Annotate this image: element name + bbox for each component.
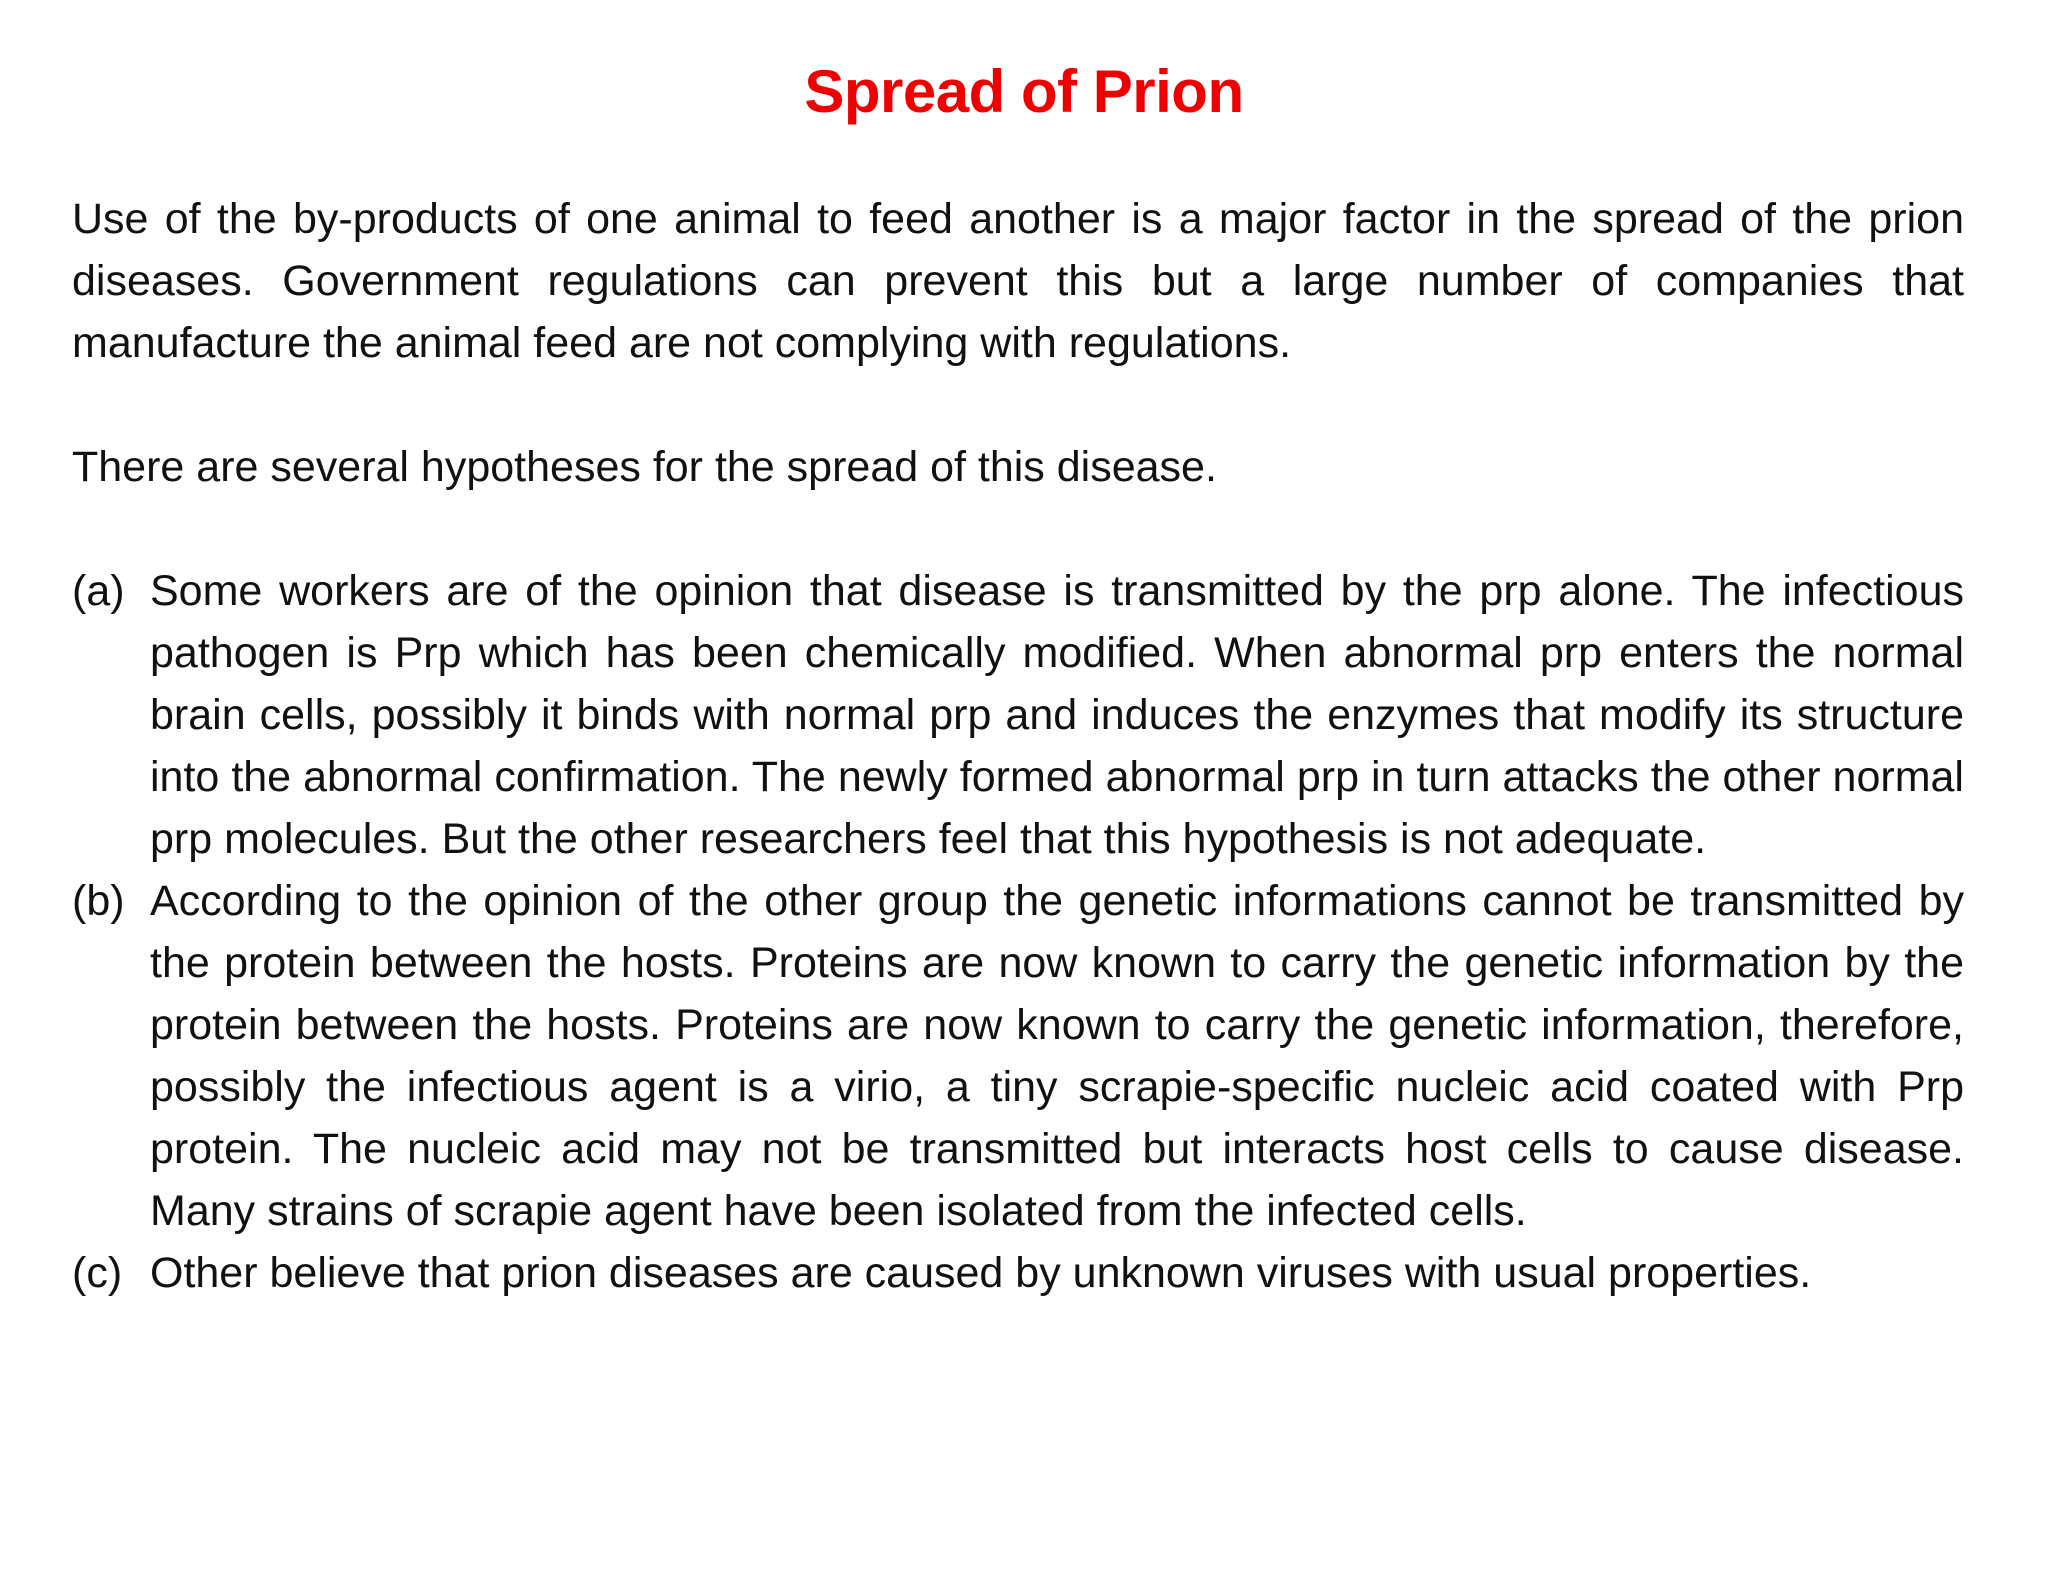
- list-text: According to the opinion of the other group the genetic informations cannot be transmitted by the protein between the hosts. Proteins are now known to carry the genetic information by the protein between the hosts. Proteins are now known to carry the genetic information, therefore, possibly the infectious agent is a virio, a tiny scrapie-specific nucleic acid coated with Prp protein. The nucleic acid may not be transmitted but interacts host cells to cause disease. Many strains of scrapie agent have been isolated from the infected cells.: [150, 877, 1964, 1235]
- list-text: Other believe that prion diseases are caused by unknown viruses with usual properties.: [150, 1249, 1812, 1297]
- slide-title: Spread of Prion: [804, 58, 1244, 125]
- hypothesis-a: [72, 560, 1964, 870]
- hypotheses-list: [72, 560, 1964, 1304]
- hypothesis-c: [72, 1242, 1964, 1304]
- list-text: Some workers are of the opinion that disease is transmitted by the prp alone. The infectious pathogen is Prp which has been chemically modified. When abnormal prp enters the normal brain cells, possibly it binds with normal prp and induces the enzymes that modify its structure into the abnormal confirmation. The newly formed abnormal prp in turn attacks the other normal prp molecules. But the other researchers feel that this hypothesis is not adequate.: [150, 567, 1964, 863]
- list-label: (a): [72, 567, 125, 615]
- slide-body: [72, 188, 1964, 1304]
- list-label: (c): [72, 1249, 123, 1297]
- list-label: (b): [72, 877, 125, 925]
- paragraph-spacer: [72, 374, 1964, 436]
- hypotheses-intro: There are several hypotheses for the spread of this disease.: [72, 443, 1217, 491]
- hypothesis-b: [72, 870, 1964, 1242]
- intro-paragraph: Use of the by-products of one animal to feed another is a major factor in the spread of the prion diseases. Government regulations can prevent this but a large number of companies that manufacture the animal feed are not complying with regulations.: [72, 195, 1964, 367]
- paragraph-spacer: [72, 498, 1964, 560]
